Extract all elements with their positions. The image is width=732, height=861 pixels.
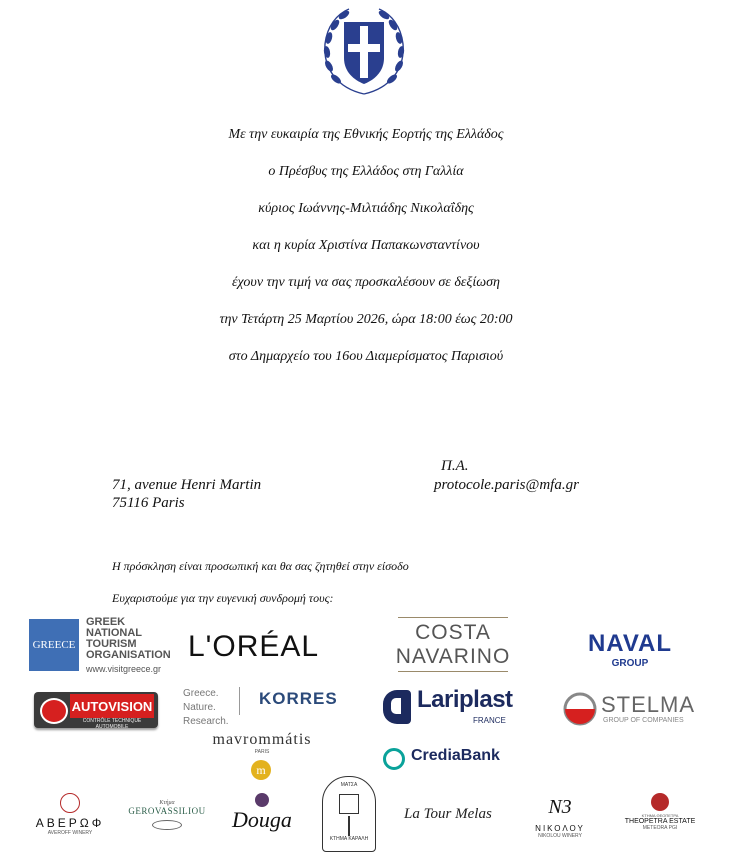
costa-line-1: COSTA — [415, 621, 491, 644]
rsvp-email: protocole.paris@mfa.gr — [434, 477, 579, 493]
gnto-line-4: ORGANISATION — [86, 649, 171, 661]
crediabank-logo — [383, 746, 518, 770]
ktima-karali-logo — [322, 776, 376, 852]
lariplast-sub: FRANCE — [473, 716, 506, 725]
douga-name: Douga — [232, 807, 292, 832]
thanks-note: Ευχαριστούμε για την ευγενική συνδρομή τους: — [112, 591, 334, 605]
gerovassiliou-name: GEROVASSILIOU — [128, 806, 206, 816]
averoff-name: ΑΒΕΡΩΦ — [35, 816, 105, 830]
invitation-line-4: και η κυρία Χριστίνα Παπακωνσταντίνου — [252, 238, 480, 253]
naval-sub: GROUP — [611, 658, 649, 669]
korres-text-2: Nature. — [183, 702, 216, 713]
nikolou-name: ΝΙΚΟΛΟΥ — [535, 824, 585, 833]
nikolou-mark-icon: N3 — [548, 796, 572, 818]
gerovassiliou-mark-icon — [152, 820, 182, 830]
costa-line-2: NAVARINO — [395, 645, 511, 668]
invitation-line-3: κύριος Ιωάννης-Μιλτιάδης Νικολαΐδης — [258, 201, 474, 216]
loreal-logo: L'ORÉAL — [188, 630, 320, 663]
lariplast-name: Lariplast — [417, 686, 513, 713]
autovision-logo — [34, 692, 158, 728]
autovision-name: AUTOVISION — [70, 694, 154, 718]
ktima-crest-icon — [339, 794, 359, 814]
theopetra-name: THEOPETRA ESTATE — [624, 818, 696, 825]
douga-logo — [226, 793, 298, 833]
crediabank-mark-icon — [383, 748, 405, 770]
gnto-url: www.visitgreece.gr — [86, 664, 162, 674]
personal-invitation-note: Η πρόσκληση είναι προσωπική και θα σας ζητηθεί στην είσοδο — [112, 559, 409, 573]
nikolou-logo — [528, 796, 592, 839]
address-street: 71, avenue Henri Martin — [112, 477, 262, 493]
mavrommatis-name: mavrommátis — [212, 731, 312, 748]
stelma-logo — [563, 690, 703, 730]
ktima-top: ΜΑΤΣΑ — [340, 782, 358, 788]
mavrommatis-sub: PARIS — [254, 749, 270, 755]
gnto-logo — [29, 617, 177, 675]
mavrommatis-logo — [198, 731, 326, 755]
crediabank-name: CrediaBank — [411, 747, 500, 764]
theopetra-sub: METEORA PGI — [642, 825, 678, 831]
mavrommatis-emblem-icon: m — [251, 760, 271, 780]
invitation-line-2: ο Πρέσβυς της Ελλάδος στη Γαλλία — [268, 164, 464, 179]
nikolou-sub: NIKOLOU WINERY — [538, 833, 582, 839]
stelma-name: STELMA — [601, 692, 696, 717]
stelma-sub: GROUP OF COMPANIES — [603, 717, 684, 724]
korres-logo — [183, 687, 343, 727]
naval-group-logo — [574, 630, 686, 669]
korres-text-1: Greece. — [183, 688, 219, 699]
gnto-line-2: NATIONAL — [86, 627, 143, 639]
gnto-line-1: GREEK — [86, 616, 126, 628]
gnto-greece-box: GREECE — [29, 619, 79, 671]
lariplast-logo — [383, 688, 523, 728]
stelma-mark-icon — [563, 692, 597, 726]
costa-navarino-logo — [388, 617, 518, 675]
gerovassiliou-pre: Κτήμα — [159, 800, 175, 806]
rsvp-label: Π.Α. — [441, 458, 469, 474]
ktima-sub: ΚΤΗΜΑ ΚΑΡΑΛΗ — [329, 836, 369, 842]
autovision-badge-icon — [40, 698, 68, 724]
douga-emblem-icon — [255, 793, 269, 807]
la-tour-melas-logo: La Tour Melas — [404, 806, 492, 822]
averoff-emblem-icon — [60, 793, 80, 813]
theopetra-top: ΚΤΗΜΑ ΘΕΟΠΕΤΡΑ — [641, 813, 679, 818]
gnto-line-3: TOURISM — [86, 638, 137, 650]
invitation-line-1: Με την ευκαιρία της Εθνικής Εορτής της Ελλάδος — [228, 127, 504, 142]
greek-coat-of-arms-icon — [319, 6, 409, 100]
invitation-line-6: την Τετάρτη 25 Μαρτίου 2026, ώρα 18:00 έως 20:00 — [219, 312, 513, 327]
address-city: 75116 Paris — [112, 495, 185, 511]
averoff-logo — [30, 793, 110, 836]
averoff-sub: AVEROFF WINERY — [47, 830, 93, 836]
theopetra-emblem-icon — [651, 793, 669, 811]
korres-text-3: Research. — [183, 716, 229, 727]
theopetra-logo — [618, 793, 702, 831]
invitation-line-5: έχουν την τιμή να σας προσκαλέσουν σε δεξίωση — [232, 275, 500, 290]
naval-name: NAVAL — [587, 630, 673, 657]
invitation-line-7: στο Δημαρχείο του 16ου Διαμερίσματος Παρισιού — [228, 349, 504, 364]
korres-name: KORRES — [259, 689, 338, 708]
gerovassiliou-logo — [128, 800, 206, 830]
autovision-sub: CONTRÔLE TECHNIQUE AUTOMOBILE — [82, 718, 142, 730]
